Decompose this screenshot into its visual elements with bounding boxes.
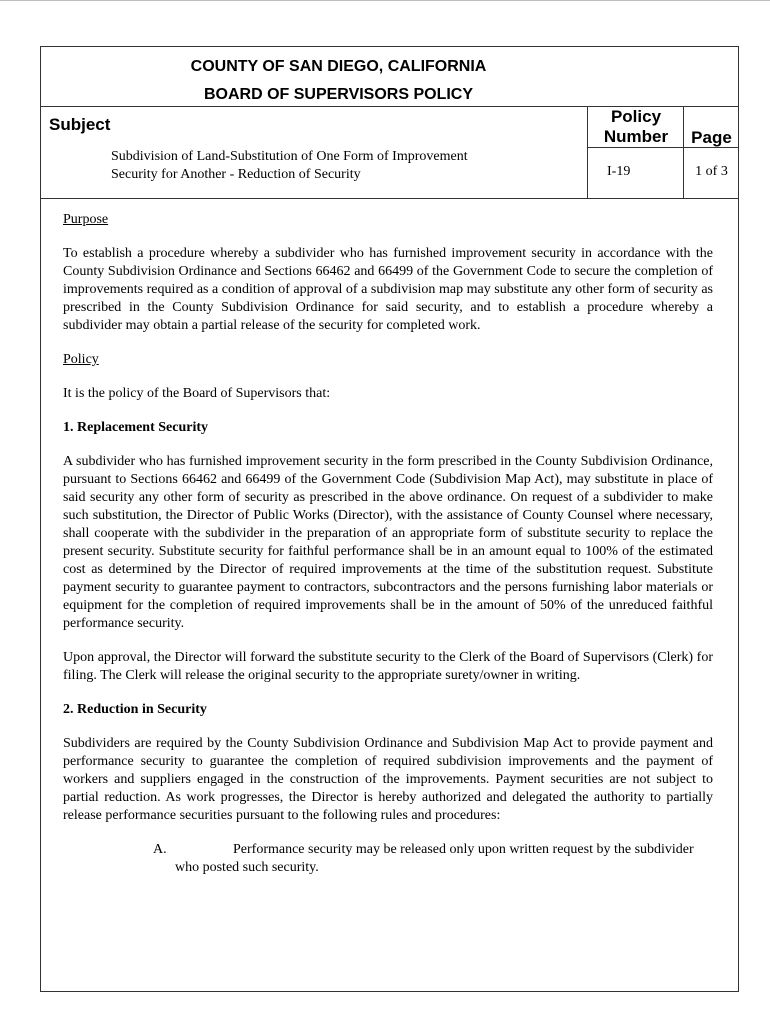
board-title: BOARD OF SUPERVISORS POLICY (203, 86, 474, 103)
policy-label-line: Number (603, 127, 669, 146)
policy-label-line: Policy (610, 107, 662, 126)
top-rule (0, 0, 770, 1)
policy-number-label (591, 107, 681, 147)
page-number: 1 of 3 (695, 164, 728, 179)
page-label: Page (691, 128, 732, 147)
section-paragraph: A subdivider who has furnished improvement security in the form prescribed in the County Subdivision Ordinance, pursuant to Sections 66462 and 66499 of the Government Code (Subdivision Map Act), may substitute in place of said security any other form of security as prescribed in the above ordinance. On request of a subdivider to make such substitution, the Director of Public Works (Director), with the assistance of County Counsel where necessary, shall cooperate with the subdivider in the preparation of an appropriate form of substitute security to replace the present security. Substitute security for faithful performance shall be in an amount equal to 100% of the estimated cost as determined by the Director of required improvements at the time of the substitution request. Substitute payment security to guarantee payment to contractors, subcontractors and the persons furnishing labor materials or equipment for the completion of required improvements shall be in the amount of 50% of the unreduced faithful performance security. (63, 454, 713, 631)
policy-header (41, 47, 738, 199)
section-heading: 1. Replacement Security (63, 420, 209, 435)
column-divider (587, 106, 588, 198)
list-item-text: Performance security may be released only upon written request by the subdivider (233, 842, 694, 857)
county-title: COUNTY OF SAN DIEGO, CALIFORNIA (190, 58, 487, 75)
purpose-text: To establish a procedure whereby a subdivider who has furnished improvement security in accordance with the County Subdivision Ordinance and Sections 66462 and 66499 of the Government Code to secure the completion of improvements required as a condition of approval of a subdivision map may substitute any other form of security as prescribed in the County Subdivision Ordinance for said security, and to establish a procedure whereby a subdivider may obtain a partial release of the security for completed work. (63, 246, 713, 333)
policy-heading: Policy (63, 352, 99, 367)
policy-intro: It is the policy of the Board of Supervisors that: (63, 386, 331, 401)
policy-number: I-19 (607, 164, 631, 179)
subject-line: Security for Another - Reduction of Security (111, 167, 361, 182)
purpose-heading: Purpose (63, 212, 109, 227)
policy-body (63, 211, 713, 877)
subject-text (111, 148, 581, 184)
section-heading: 2. Reduction in Security (63, 702, 207, 717)
subject-label: Subject (49, 115, 111, 134)
subject-line: Subdivision of Land-Substitution of One Form of Improvement (111, 149, 468, 164)
list-item (153, 841, 713, 877)
section-paragraph: Subdividers are required by the County Subdivision Ordinance and Subdivision Map Act to provide payment and performance security to guarantee the completion of required subdivision improvements and the payment of workers and suppliers engaged in the construction of the improvements. Payment securities are not subject to partial reduction. As work progresses, the Director is hereby authorized and delegated the authority to partially release performance securities pursuant to the following rules and procedures: (63, 736, 713, 823)
section-paragraph: Upon approval, the Director will forward the substitute security to the Clerk of the Board of Supervisors (Clerk) for filing. The Clerk will release the original security to the appropriate surety/owner in writing. (63, 650, 713, 683)
list-item-letter: A. (153, 842, 167, 857)
document-frame (40, 46, 739, 992)
list-item-text: who posted such security. (175, 860, 319, 875)
column-divider (683, 106, 684, 198)
